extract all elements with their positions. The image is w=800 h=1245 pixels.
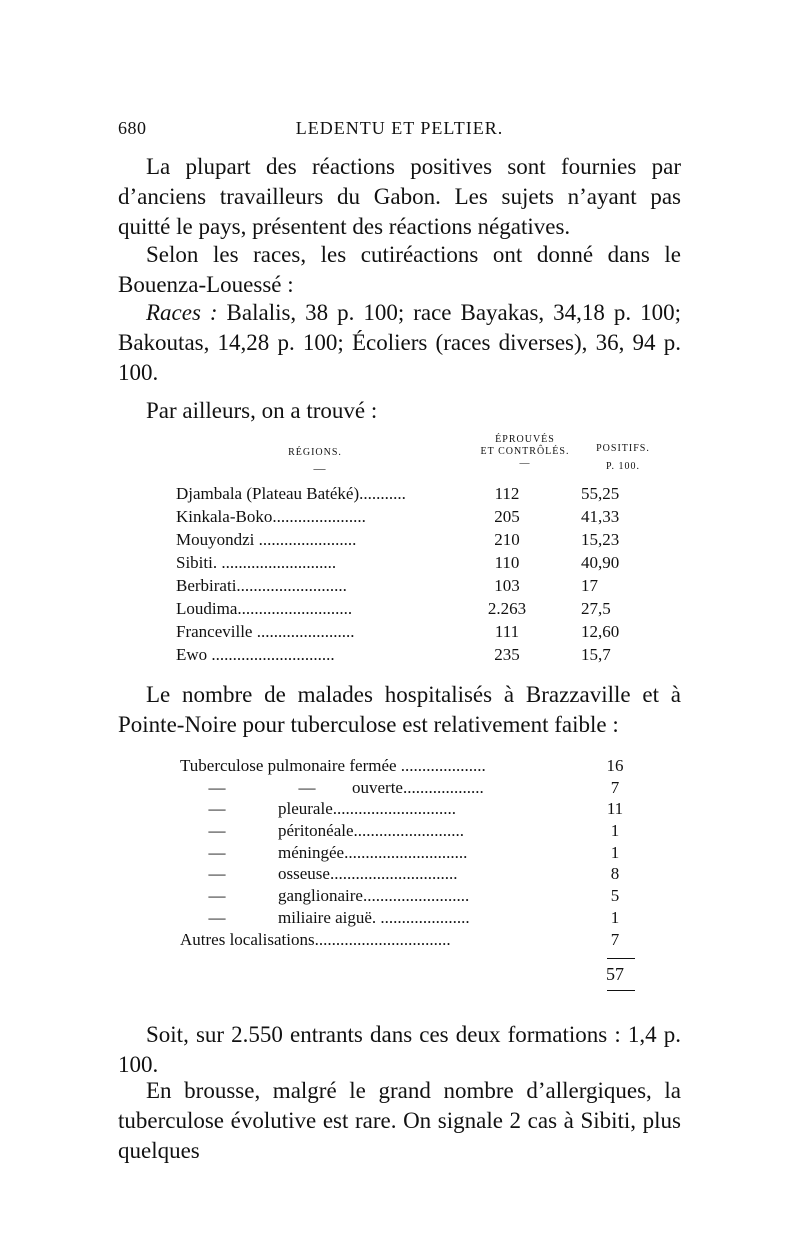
tb-form: péritonéale.......................... — [278, 821, 465, 841]
tb-form: osseuse.............................. — [278, 864, 458, 884]
table-row — [176, 597, 666, 620]
header-positive-line1: POSITIFS. — [596, 443, 650, 454]
running-title: LEDENTU ET PELTIER. — [295, 118, 504, 138]
tested-count: 103 — [494, 576, 520, 595]
races-label: Races : — [146, 300, 218, 325]
table-row — [176, 574, 666, 597]
table-row — [180, 798, 635, 820]
positive-rate: 27,5 — [581, 599, 611, 618]
table-row — [176, 505, 666, 528]
tb-label — [180, 798, 612, 820]
paragraph-hospitalised: Le nombre de malades hospitalisés à Brazzaville et à Pointe-Noire pour tuberculose est relativement faible : — [118, 682, 681, 737]
tb-count: 16 — [606, 756, 624, 775]
positive-rate: 17 — [581, 576, 598, 595]
header-tested-dash: — — [519, 458, 531, 469]
header-positive — [578, 443, 668, 473]
tested-count: 112 — [494, 484, 520, 503]
region-name: Djambala (Plateau Batéké)........... — [176, 484, 406, 503]
tb-count: 5 — [610, 886, 620, 906]
tested-count: 205 — [494, 507, 520, 526]
header-regions-dash: — — [313, 461, 327, 475]
tb-prefix: Tuberculose pulmonaire — [180, 756, 346, 775]
tuberculosis-table — [180, 755, 635, 950]
positive-rate: 40,90 — [581, 553, 620, 572]
races-text: Balalis, 38 p. 100; race Bayakas, 34,18 p. 100; Bakoutas, 14,28 p. 100; Écoliers (races diverses), 36, 94 p. 100. — [118, 300, 681, 385]
table-row — [180, 842, 635, 864]
table-row — [180, 929, 635, 951]
tested-count: 2.263 — [487, 599, 527, 618]
table-row — [180, 863, 635, 885]
table-row — [176, 620, 666, 643]
table-row — [176, 482, 666, 505]
tb-total: 57 — [606, 964, 624, 984]
tb-form: pleurale............................. — [278, 799, 456, 819]
tb-form: fermée .................... — [345, 756, 486, 775]
header-tested-line2: ET CONTRÔLÉS. — [480, 446, 570, 457]
regions-table — [176, 482, 666, 666]
total-rule — [607, 990, 635, 991]
table-row — [180, 885, 635, 907]
positive-rate: 12,60 — [581, 622, 620, 641]
tb-count: 11 — [606, 799, 624, 819]
table-row — [176, 551, 666, 574]
tb-label — [180, 907, 612, 929]
table-row — [180, 777, 635, 799]
table-row — [176, 643, 666, 666]
tb-form: méningée............................. — [278, 842, 468, 862]
tb-count: 7 — [610, 929, 620, 949]
region-name: Franceville ....................... — [176, 622, 355, 641]
tb-form: ganglionaire......................... — [278, 886, 470, 906]
tb-form: ouverte................... — [352, 777, 484, 797]
region-name: Sibiti. ........................... — [176, 553, 337, 572]
tested-count: 111 — [494, 622, 520, 641]
tb-count: 1 — [610, 842, 620, 862]
tb-count: 1 — [610, 907, 620, 927]
tb-label — [180, 755, 590, 777]
tested-count: 110 — [494, 553, 520, 572]
paragraph-races — [118, 298, 681, 388]
ditto-dash: — — [298, 777, 316, 797]
table-row — [176, 528, 666, 551]
tested-count: 210 — [494, 530, 520, 549]
tb-form: miliaire aiguë. ..................... — [278, 907, 470, 927]
ditto-dash: — — [208, 864, 226, 884]
region-name: Mouyondzi ....................... — [176, 530, 357, 549]
table-row — [180, 907, 635, 929]
paragraph-brousse: En brousse, malgré le grand nombre d’allergiques, la tuberculose évolutive est rare. On signale 2 cas à Sibiti, plus quelques — [118, 1078, 681, 1163]
ditto-dash: — — [208, 777, 226, 797]
ditto-dash: — — [208, 842, 226, 862]
ditto-dash: — — [208, 799, 226, 819]
ditto-dash: — — [208, 907, 226, 927]
region-name: Ewo ............................. — [176, 645, 335, 664]
paragraph-soit: Soit, sur 2.550 entrants dans ces deux formations : 1,4 p. 100. — [118, 1022, 681, 1077]
positive-rate: 55,25 — [581, 484, 620, 503]
table-row — [180, 755, 635, 777]
tb-label — [180, 842, 612, 864]
paragraph-par-ailleurs: Par ailleurs, on a trouvé : — [146, 398, 378, 423]
tb-count: 7 — [610, 777, 620, 797]
tb-count: 8 — [610, 864, 620, 884]
tb-label — [180, 777, 612, 799]
tb-label — [180, 820, 612, 842]
positive-rate: 41,33 — [581, 507, 620, 526]
tested-count: 235 — [494, 645, 520, 664]
tb-label — [180, 885, 612, 907]
table-row — [180, 820, 635, 842]
paragraph-races-intro: Selon les races, les cutiréactions ont donné dans le Bouenza-Louessé : — [118, 242, 681, 297]
running-head — [118, 118, 681, 142]
tb-prefix: Autres localisations — [180, 929, 315, 949]
region-name: Loudima........................... — [176, 599, 353, 618]
page-number: 680 — [118, 118, 147, 138]
header-tested — [465, 434, 585, 470]
region-name: Berbirati.......................... — [176, 576, 347, 595]
ditto-dash: — — [208, 886, 226, 906]
header-tested-line1: ÉPROUVÉS — [495, 434, 555, 445]
tb-form: ................................ — [314, 929, 451, 949]
tb-label — [180, 929, 590, 951]
region-name: Kinkala-Boko...................... — [176, 507, 366, 526]
tb-count: 1 — [610, 821, 620, 841]
tb-label — [180, 863, 612, 885]
header-regions-label: RÉGIONS. — [288, 447, 342, 458]
ditto-dash: — — [208, 821, 226, 841]
header-positive-line2: P. 100. — [606, 461, 640, 472]
header-regions — [270, 447, 360, 459]
positive-rate: 15,7 — [581, 645, 611, 664]
positive-rate: 15,23 — [581, 530, 620, 549]
sum-rule — [607, 958, 635, 959]
paragraph-gabon-workers: La plupart des réactions positives sont fournies par d’anciens travailleurs du Gabon. Les sujets n’ayant pas quitté le pays, présentent des réactions négatives. — [118, 154, 681, 239]
